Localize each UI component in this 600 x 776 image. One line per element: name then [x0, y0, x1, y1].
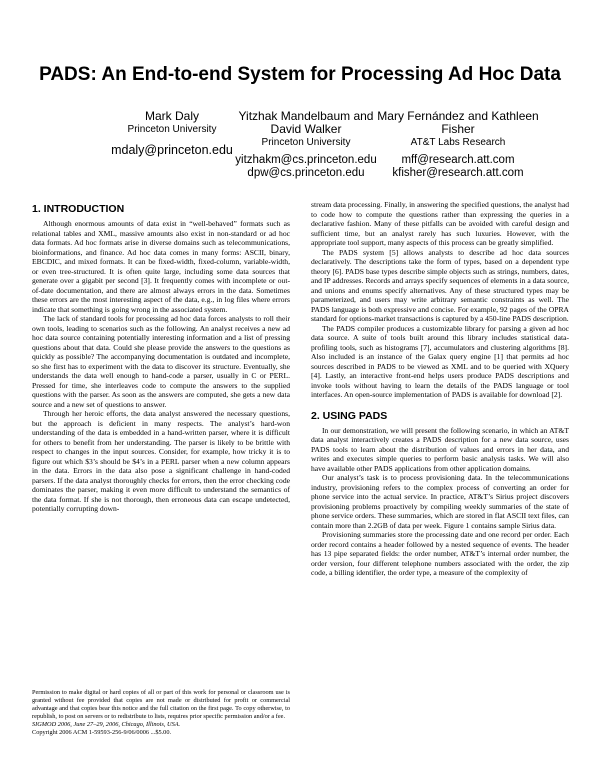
author-affiliation: AT&T Labs Research: [410, 137, 506, 148]
right-column: [311, 200, 569, 578]
paragraph: Through her heroic efforts, the data analyst answered the necessary questions, but the approach is deficient in many respects. The analyst’s hard-won understanding of the data is embedded in a hand-written parser, where it is difficult for others to benefit from her understanding. The parser is likely to be brittle with respect to changes in the input sources. Consider, for example, how tricky it is to figure out which $3’s should be $4’s in a PERL parser when a new column appears in the data. Errors in the data also pose a significant challenge in hand-coded parsers. If the data analyst thoroughly checks for errors, then the error checking code dominates the parser, making it even more difficult to understand the semantics of the data format. If she is not thorough, then erroneous data can escape undetected, potentially corrupting down-: [32, 409, 290, 513]
author-email: mdaly@princeton.edu: [111, 143, 233, 157]
author-name: Yitzhak Mandelbaum and David Walker: [238, 109, 374, 136]
left-column: [32, 203, 290, 514]
paragraph: The lack of standard tools for processing ad hoc data forces analysts to roll their own tools, leading to scenarios such as the following. An analyst receives a new ad hoc data source containing potentially interesting information and a list of pressing questions about that data. Could she please provide the answers to the questions as quickly as possible? The accompanying documentation is outdated and incomplete, so she first has to experiment with the data to discover its structure. Eventually, she understands the data well enough to hand-code a parser, usually in C or PERL. Pressed for time, she interleaves code to compute the answers to the supplied questions with the parser. As soon as the answers are computed, she gets a new data source and a new set of questions to answer.: [32, 314, 290, 409]
author-block-1: [108, 110, 236, 157]
section-heading: 1. INTRODUCTION: [32, 203, 125, 215]
author-name: Mary Fernández and Kathleen Fisher: [377, 109, 539, 136]
author-name: Mark Daly: [144, 109, 199, 123]
paragraph: Our analyst’s task is to process provisioning data. In the telecommunications industry, provisioning refers to the complex process of converting an order for phone service into the actual service. In practice, AT&T’s Sirius project discovers provisioning problems proactively by compiling weekly summaries of the state of phone service orders. These summaries, which are stored in flat ASCII text files, can contain more than 2.2GB of data per week. Figure 1 contains sample Sirius data.: [311, 473, 569, 530]
author-block-2: [226, 110, 386, 180]
section-heading: 2. USING PADS: [311, 409, 388, 422]
copyright-line: Copyright 2006 ACM 1-59593-256-9/06/0006 ...$5.00.: [32, 729, 172, 736]
copyright-footnote: [32, 689, 290, 737]
paragraph: The PADS system [5] allows analysts to describe ad hoc data sources declaratively. The descriptions take the form of types, based on a dependent type theory [6]. PADS base types describe simple objects such as strings, numbers, dates, and IP addresses. Records and arrays specify sequences of elements in a data source, and unions and enums specify alternatives. Any of these structured types may be parameterized, and users may write arbitrary semantic constraints as well. The PADS language is both expressive and concise. For example, 92 pages of the OPRA standard for options-market transactions is captured by a 450-line PADS description.: [311, 247, 569, 323]
paragraph: Although enormous amounts of data exist in “well-behaved” formats such as relational tables and XML, massive amounts also exist in non-standard or ad hoc data formats. Ad hoc formats arise in diverse domains such as telecommunications, bioinformations, and finance. Ad hoc data comes in many forms: ASCII, binary, EBCDIC, and mixed formats. It can be fixed-width, fixed-column, variable-width, or even tree-structured. It is often quite large, including some data sources that generate over a gigabit per second [3]. It frequently comes with incomplete or out-of-date documentation, and there are almost always errors in the data. Sometimes these errors are the most interesting aspect of the data, e.g., in log files where errors indicate that something is going wrong in the associated system.: [32, 219, 290, 314]
permission-text: Permission to make digital or hard copies of all or part of this work for personal or classroom use is granted without fee provided that copies are not made or distributed for profit or commercial advantage and that copies bear this notice and the full citation on the first page. To copy otherwise, to republish, to post on servers or to redistribute to lists, requires prior specific permission and/or a fee.: [32, 689, 290, 720]
conference-venue: SIGMOD 2006, June 27–29, 2006, Chicago, Illinois, USA.: [32, 721, 181, 728]
author-email: mff@research.att.com kfisher@research.att.com: [392, 154, 524, 179]
author-affiliation: Princeton University: [127, 124, 217, 135]
paragraph: In our demonstration, we will present the following scenario, in which an AT&T data analyst interactively creates a PADS description for a new data source, uses PADS tools to learn about the distribution of values and errors in her data, and writes and executes simple queries to perform basic analysis tasks. We will also have available other PADS applications from other application domains.: [311, 425, 569, 473]
paragraph: The PADS compiler produces a customizable library for parsing a given ad hoc data source. A suite of tools built around this library includes statistical data-profiling tools, such as histograms [7], accumulators and clustering algorithms [8]. Also included is an instance of the Galax query engine [1] that permits ad hoc sources described in PADS to be viewed as XML and to be queried with XQuery [4]. Lastly, an interactive front-end helps users produce PADS descriptions and invoke tools without having to learn the details of the PADS language or tool interfaces. An open-source implementation of PADS is available for download [2].: [311, 323, 569, 399]
paper-title: PADS: An End-to-end System for Processing Ad Hoc Data: [39, 64, 561, 85]
paragraph: Provisioning summaries store the processing date and one record per order. Each order record contains a header followed by a nested sequence of events. The header has 13 pipe separated fields: the order number, AT&T’s internal order number, the order version, four different telephone numbers associated with the order, the zip code, a billing identifier, the order type, a measure of the complexity of: [311, 530, 569, 577]
paragraph: stream data processing. Finally, in answering the specified questions, the analyst had to code how to compute the questions rather than expressing the queries in a declarative fashion. Many of these pitfalls can be avoided with careful design and sufficient time, but an analyst rarely has such luxuries. However, with the appropriate tool support, many aspects of this process can be greatly simplified.: [311, 200, 569, 247]
author-email: yitzhakm@cs.princeton.edu dpw@cs.princeton.edu: [235, 154, 377, 179]
author-block-3: [376, 110, 540, 180]
author-affiliation: Princeton University: [261, 137, 351, 148]
